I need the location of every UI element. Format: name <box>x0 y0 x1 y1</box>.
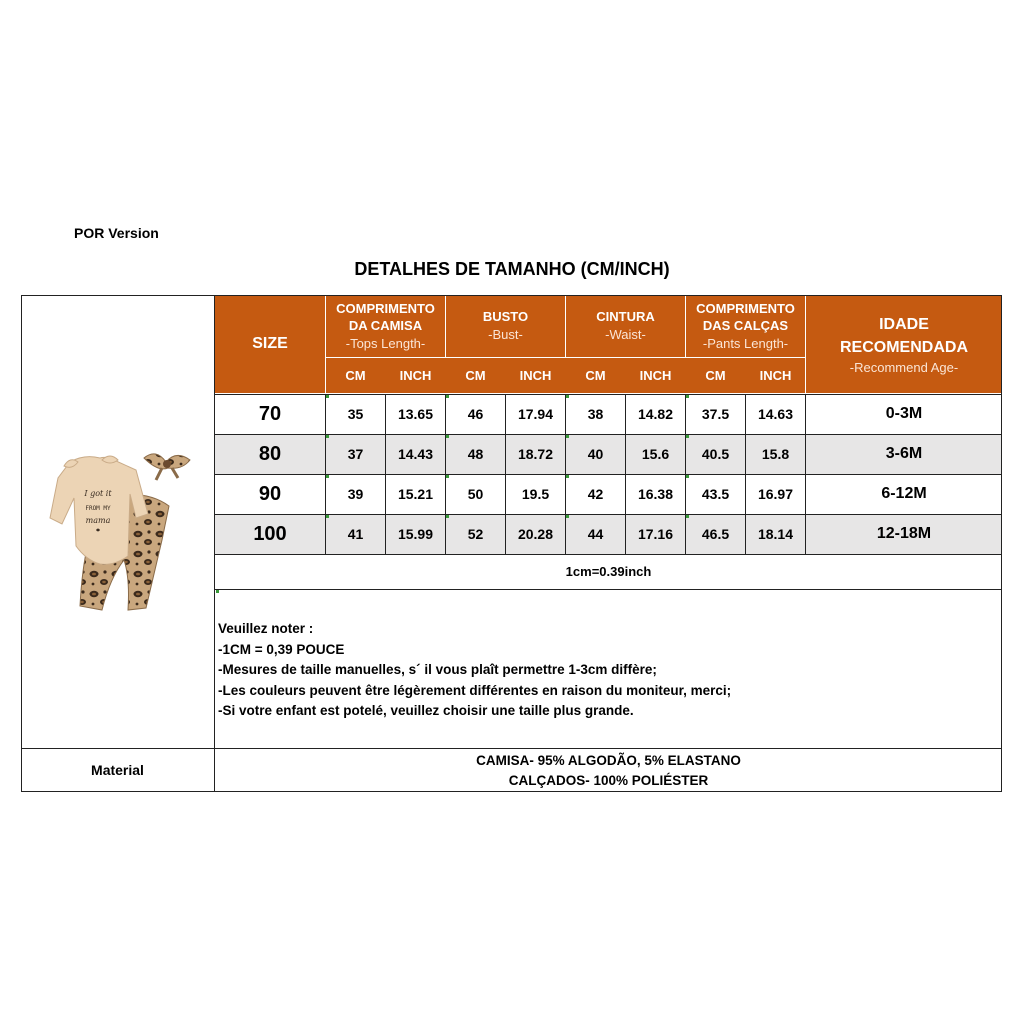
note-line: -Les couleurs peuvent être légèrement différentes en raison du moniteur, merci; <box>218 682 732 698</box>
unit-cm: CM <box>705 368 726 383</box>
value-cell: 37.5 <box>701 406 730 422</box>
age-cell: 12-18M <box>876 525 932 542</box>
size-cell: 90 <box>258 483 282 505</box>
value-cell: 50 <box>467 486 484 502</box>
value-cell: 38 <box>587 406 604 422</box>
unit-cm: CM <box>345 368 366 383</box>
value-cell: 40 <box>587 446 604 462</box>
headband-bow <box>144 454 190 480</box>
age-cell: 6-12M <box>881 485 927 502</box>
header-pants-line1: COMPRIMENTO <box>696 301 795 316</box>
value-cell: 37 <box>347 446 364 462</box>
value-cell: 15.99 <box>397 526 434 542</box>
header-waist-line1: CINTURA <box>596 309 655 324</box>
header-tops-line2: DA CAMISA <box>348 318 423 333</box>
header-bust-sub: -Bust- <box>488 327 523 342</box>
size-cell: 70 <box>258 403 282 425</box>
value-cell: 15.8 <box>761 446 790 462</box>
value-cell: 17.16 <box>637 526 674 542</box>
size-cell: 80 <box>258 443 282 465</box>
value-cell: 16.38 <box>637 486 674 502</box>
unit-inch: INCH <box>399 368 432 383</box>
material-text <box>215 751 1002 791</box>
value-cell: 52 <box>467 526 484 542</box>
header-pants-sub: -Pants Length- <box>702 336 789 351</box>
conversion-note: 1cm=0.39inch <box>565 564 652 579</box>
value-cell: 48 <box>467 446 484 462</box>
value-cell: 14.63 <box>757 406 794 422</box>
unit-inch: INCH <box>639 368 672 383</box>
size-cell: 100 <box>253 523 287 545</box>
material-line-top: CAMISA- 95% ALGODÃO, 5% ELASTANO <box>476 753 741 768</box>
value-cell: 18.72 <box>517 446 554 462</box>
value-cell: 39 <box>347 486 364 502</box>
value-cell: 44 <box>587 526 604 542</box>
print-text: mama <box>85 516 111 525</box>
page-title: DETALHES DE TAMANHO (CM/INCH) <box>354 259 670 279</box>
unit-inch: INCH <box>759 368 792 383</box>
value-cell: 15.6 <box>641 446 670 462</box>
value-cell: 42 <box>587 486 604 502</box>
value-cell: 13.65 <box>397 406 434 422</box>
material-line-bottom: CALÇADOS- 100% POLIÉSTER <box>508 773 709 788</box>
unit-cm: CM <box>465 368 486 383</box>
age-cell: 3-6M <box>885 445 923 462</box>
print-text: FROM MY <box>85 505 111 512</box>
header-tops-line1: COMPRIMENTO <box>336 301 435 316</box>
header-pants-line2: DAS CALÇAS <box>702 318 789 333</box>
print-text: I got it <box>84 489 112 498</box>
note-line: -Si votre enfant est potelé, veuillez choisir une taille plus grande. <box>218 703 634 718</box>
unit-cm: CM <box>585 368 606 383</box>
value-cell: 40.5 <box>701 446 730 462</box>
header-age-line2: RECOMENDADA <box>840 339 968 356</box>
value-cell: 18.14 <box>757 526 794 542</box>
unit-inch: INCH <box>519 368 552 383</box>
header-age-sub: -Recommend Age- <box>849 360 959 375</box>
value-cell: 15.21 <box>397 486 434 502</box>
value-cell: 46 <box>467 406 484 422</box>
version-label: POR Version <box>74 225 159 241</box>
value-cell: 17.94 <box>517 406 554 422</box>
notes-heading: Veuillez noter : <box>218 621 314 636</box>
note-line: -1CM = 0,39 POUCE <box>218 641 345 657</box>
value-cell: 16.97 <box>757 486 794 502</box>
material-label: Material <box>91 762 144 778</box>
header-bust-line1: BUSTO <box>482 309 529 324</box>
header-tops-sub: -Tops Length- <box>345 336 426 351</box>
value-cell: 46.5 <box>701 526 730 542</box>
value-cell: 35 <box>347 406 364 422</box>
value-cell: 41 <box>347 526 364 542</box>
header-size-label: SIZE <box>252 335 288 352</box>
value-cell: 20.28 <box>517 526 554 542</box>
value-cell: 14.82 <box>637 406 674 422</box>
product-image <box>44 448 196 618</box>
value-cell: 43.5 <box>701 486 730 502</box>
header-waist-sub: -Waist- <box>605 327 646 342</box>
value-cell: 19.5 <box>521 486 550 502</box>
value-cell: 14.43 <box>397 446 434 462</box>
age-cell: 0-3M <box>885 405 923 422</box>
note-line: -Mesures de taille manuelles, s´ il vous plaît permettre 1-3cm diffère; <box>218 662 657 677</box>
header-age-line1: IDADE <box>879 316 929 333</box>
